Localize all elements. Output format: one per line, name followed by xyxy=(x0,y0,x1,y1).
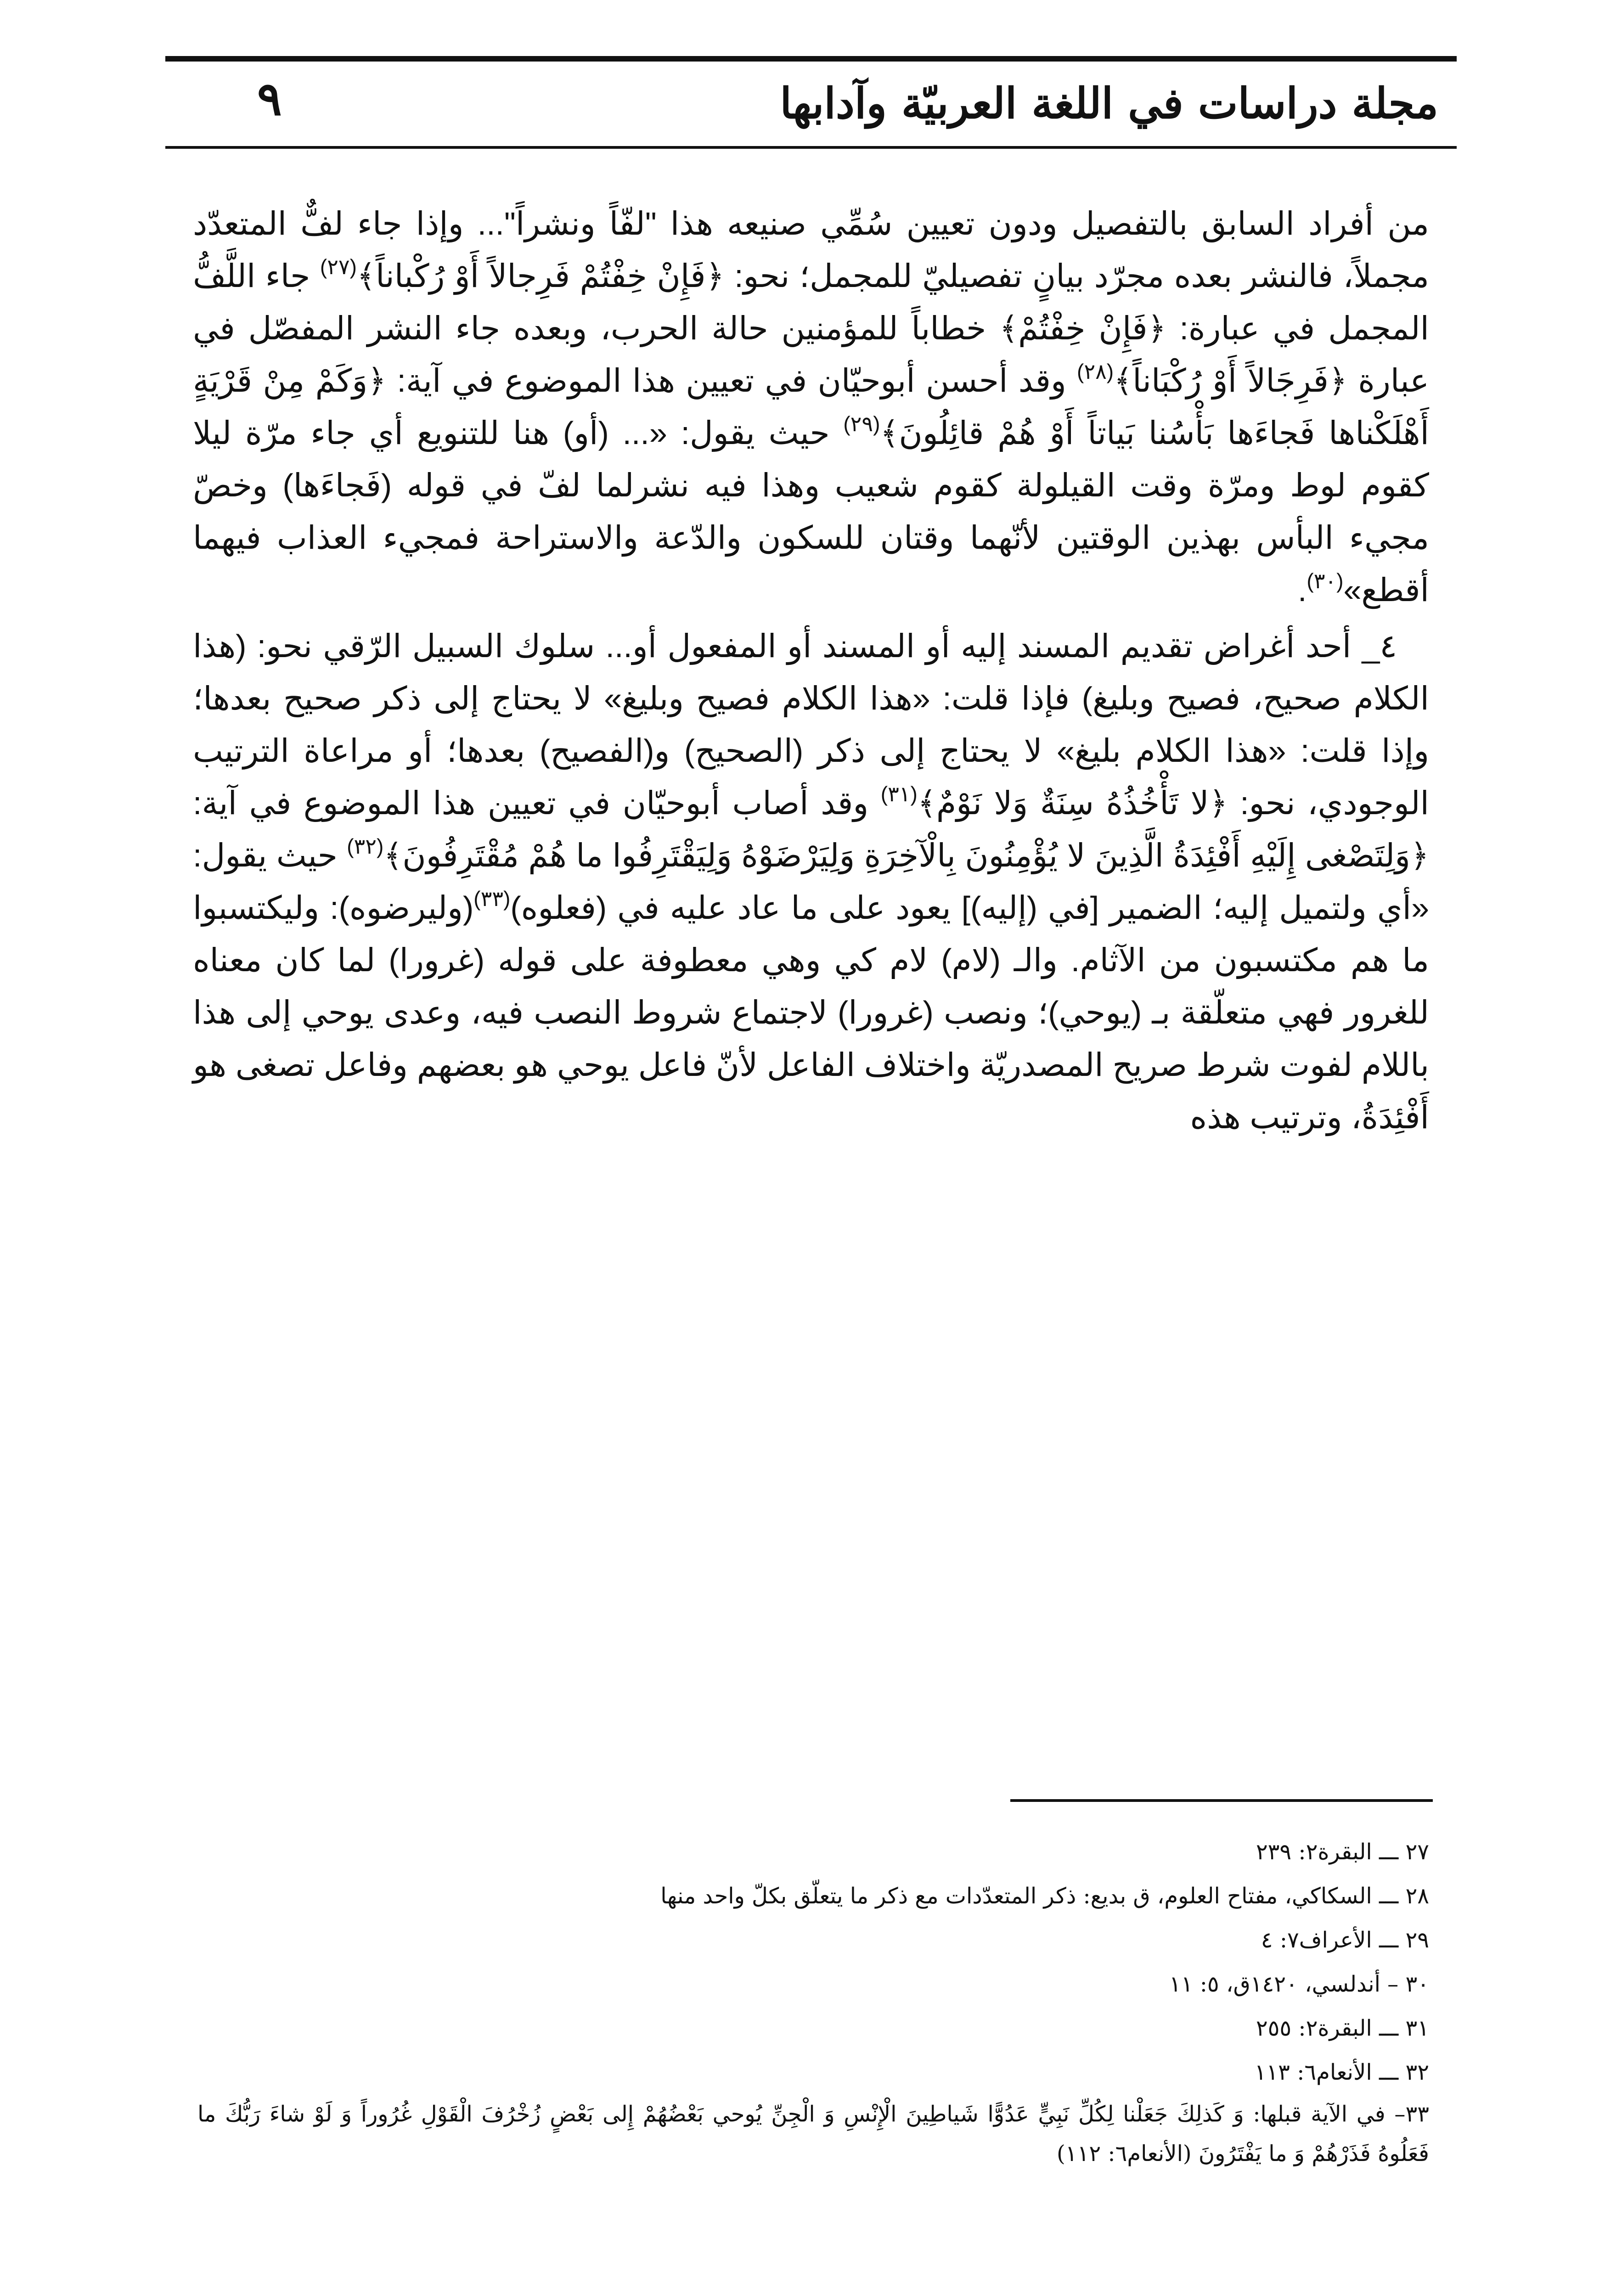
text-run: حيث يقول: «أي ولتميل إليه؛ الضمير [في (إليه)] يعود على ما عاد عليه في (فعلوه) xyxy=(193,838,1429,926)
footnote-ref-31[interactable]: (٣١) xyxy=(880,782,918,806)
footnote-ref-32[interactable]: (٣٢) xyxy=(347,834,384,858)
page-number: ٩ xyxy=(257,72,282,126)
paragraph xyxy=(193,197,1429,616)
footnote-30: ٣٠ – أندلسي، ١٤٢٠ق، ٥: ١١ xyxy=(1169,1971,1429,1997)
text-run: حيث يقول: «... (أو) هنا للتنويع أي جاء مرّة ليلا كقوم لوط ومرّة وقت القيلولة كقوم شعيب وهذا فيه نشرلما لفّ في قوله (فَجاءَها) وخصّ مجيء البأس بهذين الوقتين لأنّهما وقتان للسكون والدّعة والاستراحة فمجيء العذاب فيهما أقطع» xyxy=(193,415,1429,608)
text-run: . xyxy=(1297,572,1307,608)
footnote-ref-29[interactable]: (٢٩) xyxy=(843,412,880,436)
text-run: من أفراد السابق بالتفصيل ودون تعيين سُمِّي صنيعه هذا "لفّاً ونشراً"... وإذا جاء لفٌّ المتعدّد مجملاً، فالنشر بعده مجرّد بيانٍ تفصيليّ للمجمل؛ نحو: ﴿فَإِنْ خِفْتُمْ فَرِجالاً أَوْ رُكْباناً﴾ xyxy=(193,206,1429,294)
footnote-28: ٢٨ ـــ السكاكي، مفتاح العلوم، ق بديع: ذكر المتعدّدات مع ذكر ما يتعلّق بكلّ واحد منها xyxy=(660,1883,1429,1909)
footnote-29: ٢٩ ـــ الأعراف٧: ٤ xyxy=(1261,1927,1429,1953)
text-run: وقد أصاب أبوحيّان في تعيين هذا الموضوع في آية: ﴿وَلِتَصْغى إِلَيْهِ أَفْئِدَةُ الَّذِينَ لا يُؤْمِنُونَ بِالْآخِرَةِ وَلِيَرْضَوْهُ وَلِيَقْتَرِفُوا ما هُمْ مُقْتَرِفُونَ﴾ xyxy=(193,785,1430,873)
footnote-ref-30[interactable]: (٣٠) xyxy=(1307,569,1344,593)
footnote-27: ٢٧ ـــ البقرة٢: ٢٣٩ xyxy=(1256,1839,1429,1865)
text-run: ٤_ أحد أغراض تقديم المسند إليه أو المسند أو المفعول أو... سلوك السبيل الرّقي نحو: (هذا الكلام صحيح، فصيح وبليغ) فإذا قلت: «هذا الكلام فصيح وبليغ» لا يحتاج إلى ذكر صحيح بعدها؛ وإذا قلت: «هذا الكلام بليغ» لا يحتاج إلى ذكر (الصحيح) و(الفصيح) بعدها؛ أو مراعاة الترتيب الوجودي، نحو: ﴿لا تَأْخُذُهُ سِنَةٌ وَلا نَوْمٌ﴾ xyxy=(193,628,1429,821)
footnote-ref-28[interactable]: (٢٨) xyxy=(1077,360,1114,383)
body-text xyxy=(193,197,1429,1143)
header-bottom-rule xyxy=(165,146,1457,149)
text-run: جاء اللَّفُّ المجمل في عبارة: ﴿فَإِنْ خِفْتُمْ﴾ خطاباً للمؤمنين حالة الحرب، وبعده جاء النشر المفصّل في عبارة ﴿فَرِجَالاً أَوْ رُكْبَاناً﴾ xyxy=(193,258,1429,399)
journal-title: مجلة دراسات في اللغة العربيّة وآدابها xyxy=(780,79,1438,128)
footnote-33: ٣٣– في الآية قبلها: وَ كَذلِكَ جَعَلْنا لِكُلِّ نَبِيٍّ عَدُوًّا شَياطِينَ الْإِنْسِ وَ الْجِنِّ يُوحي بَعْضُهُمْ إِلى بَعْضٍ زُخْرُفَ الْقَوْلِ غُرُوراً وَ لَوْ شاءَ رَبُّكَ ما فَعَلُوهُ فَذَرْهُمْ وَ ما يَفْتَرُونَ (الأنعام٦: ١١٢) xyxy=(197,2101,1429,2167)
header-top-rule xyxy=(165,56,1457,62)
text-run: (وليرضوه): وليكتسبوا ما هم مكتسبون من الآثام. والـ (لام) لام كي وهي معطوفة على قوله (غرورا) لما كان معناه للغرور فهي متعلّقة بـ (يوحي)؛ ونصب (غرورا) لاجتماع شروط النصب فيه، وعدى يوحي إلى هذا باللام لفوت شرط صريح المصدريّة واختلاف الفاعل لأنّ فاعل يوحي هو بعضهم وفاعل تصغى هو أَفْئِدَةُ، وترتيب هذه xyxy=(193,890,1429,1135)
footnote-31: ٣١ ـــ البقرة٢: ٢٥٥ xyxy=(1256,2015,1429,2041)
footnote-32: ٣٢ ـــ الأنعام٦: ١١٣ xyxy=(1254,2060,1429,2085)
footnote-separator xyxy=(1010,1799,1433,1802)
footnote-ref-33[interactable]: (٣٣) xyxy=(473,887,511,911)
paragraph xyxy=(193,620,1429,1143)
footnotes xyxy=(197,1830,1429,2173)
footnote-ref-27[interactable]: (٢٧) xyxy=(320,255,357,279)
text-run: وقد أحسن أبوحيّان في تعيين هذا الموضوع في آية: ﴿وَكَمْ مِنْ قَرْيَةٍ أَهْلَكْناها فَجاءَها بَأْسُنا بَياتاً أَوْ هُمْ قائِلُونَ﴾ xyxy=(193,363,1430,451)
